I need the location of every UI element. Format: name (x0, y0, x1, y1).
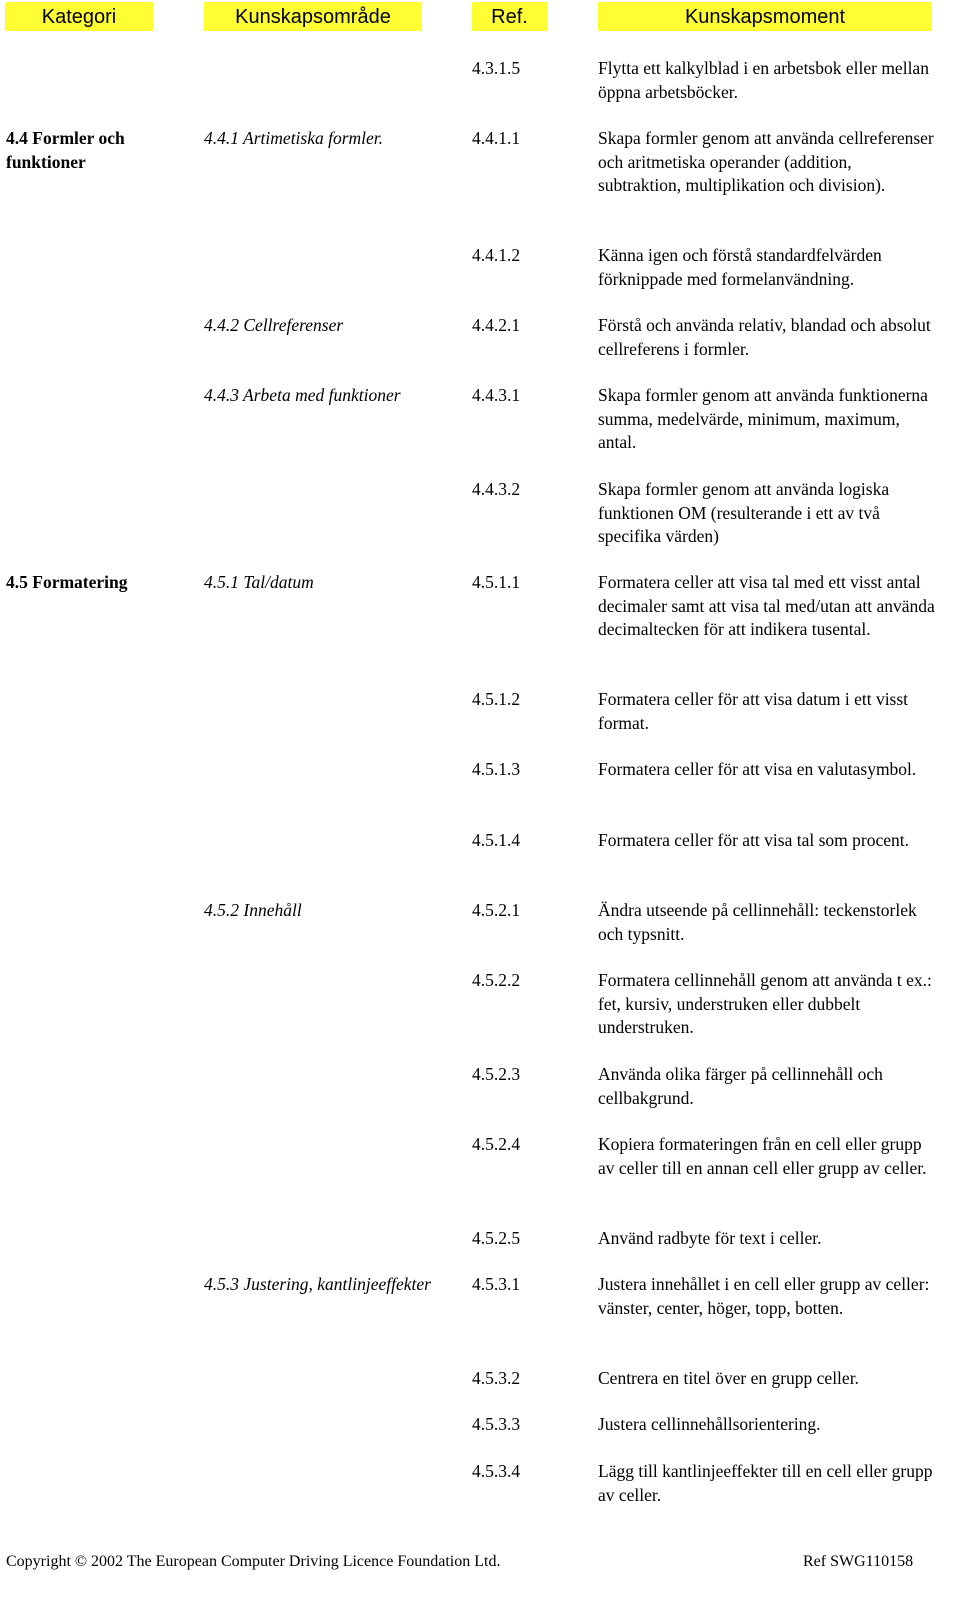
header-ref: Ref. (472, 2, 547, 31)
ref-cell: 4.5.3.3 (472, 1414, 521, 1434)
kunskapsmoment-cell: Skapa formler genom att använda funktionerna summa, medelvärde, minimum, maximum, antal. (598, 385, 928, 452)
ref-cell: 4.5.1.2 (472, 689, 521, 709)
kunskapsmoment-cell: Formatera celler för att visa datum i ett visst format. (598, 689, 909, 733)
header-kategori: Kategori (5, 2, 153, 31)
kunskapsmoment-cell: Skapa formler genom att använda cellreferenser och aritmetiska operander (addition, subtraktion, multiplikation och division). (598, 128, 934, 195)
ref-cell: 4.4.1.1 (472, 128, 521, 148)
ref-cell: 4.3.1.5 (472, 58, 521, 78)
ref-cell: 4.4.2.1 (472, 315, 521, 335)
ref-cell: 4.5.1.1 (472, 572, 521, 592)
ref-cell: 4.5.1.4 (472, 830, 521, 850)
kunskapsmoment-cell: Förstå och använda relativ, blandad och absolut cellreferens i formler. (598, 315, 931, 359)
ref-cell: 4.5.3.1 (472, 1274, 521, 1294)
kunskapsmoment-cell: Använd radbyte för text i celler. (598, 1228, 822, 1248)
ref-cell: 4.5.2.1 (472, 900, 521, 920)
kunskapsmoment-cell: Skapa formler genom att använda logiska funktionen OM (resulterande i ett av två specifika värden) (598, 479, 890, 546)
footer-copyright: Copyright © 2002 The European Computer Driving Licence Foundation Ltd. (6, 1553, 501, 1570)
ref-cell: 4.5.2.3 (472, 1064, 521, 1084)
kunskapsmoment-cell: Använda olika färger på cellinnehåll och cellbakgrund. (598, 1064, 883, 1108)
kunskapsomrade-cell: 4.4.3 Arbeta med funktioner (204, 385, 401, 405)
kategori-cell: 4.4 Formler och funktioner (6, 128, 125, 172)
header-kunskapsmoment: Kunskapsmoment (598, 2, 932, 31)
kunskapsmoment-cell: Formatera celler att visa tal med ett visst antal decimaler samt att visa tal med/utan att använda decimaltecken för att indikera tusental. (598, 572, 935, 639)
kategori-cell: 4.5 Formatering (6, 572, 128, 592)
kunskapsmoment-cell: Centrera en titel över en grupp celler. (598, 1368, 859, 1388)
kunskapsmoment-cell: Justera innehållet i en cell eller grupp av celler: vänster, center, höger, topp, botten. (598, 1274, 930, 1318)
ref-cell: 4.4.1.2 (472, 245, 521, 265)
kunskapsmoment-cell: Ändra utseende på cellinnehåll: teckenstorlek och typsnitt. (598, 900, 917, 944)
ref-cell: 4.5.3.4 (472, 1461, 521, 1481)
kunskapsmoment-cell: Formatera cellinnehåll genom att använda t ex.: fet, kursiv, understruken eller dubbelt understruken. (598, 970, 932, 1037)
kunskapsmoment-cell: Lägg till kantlinjeeffekter till en cell eller grupp av celler. (598, 1461, 933, 1505)
kunskapsmoment-cell: Känna igen och förstå standardfelvärden förknippade med formelanvändning. (598, 245, 882, 289)
kunskapsmoment-cell: Formatera celler för att visa tal som procent. (598, 830, 909, 850)
kunskapsmoment-cell: Flytta ett kalkylblad i en arbetsbok eller mellan öppna arbetsböcker. (598, 58, 929, 102)
kunskapsmoment-cell: Formatera celler för att visa en valutasymbol. (598, 759, 917, 779)
kunskapsomrade-cell: 4.5.1 Tal/datum (204, 572, 314, 592)
ref-cell: 4.4.3.1 (472, 385, 521, 405)
ref-cell: 4.5.2.2 (472, 970, 521, 990)
kunskapsomrade-cell: 4.5.2 Innehåll (204, 900, 302, 920)
ref-cell: 4.4.3.2 (472, 479, 521, 499)
header-kunskapsomrade: Kunskapsområde (204, 2, 422, 31)
footer-ref: Ref SWG110158 (803, 1553, 914, 1570)
kunskapsomrade-cell: 4.4.1 Artimetiska formler. (204, 128, 384, 148)
ref-cell: 4.5.2.4 (472, 1134, 521, 1154)
kunskapsmoment-cell: Kopiera formateringen från en cell eller grupp av celler till en annan cell eller grupp av celler. (598, 1134, 927, 1178)
kunskapsmoment-cell: Justera cellinnehållsorientering. (598, 1414, 821, 1434)
ref-cell: 4.5.2.5 (472, 1228, 521, 1248)
kunskapsomrade-cell: 4.5.3 Justering, kantlinjeeffekter (204, 1274, 431, 1294)
ref-cell: 4.5.3.2 (472, 1368, 521, 1388)
ref-cell: 4.5.1.3 (472, 759, 521, 779)
kunskapsomrade-cell: 4.4.2 Cellreferenser (204, 315, 344, 335)
